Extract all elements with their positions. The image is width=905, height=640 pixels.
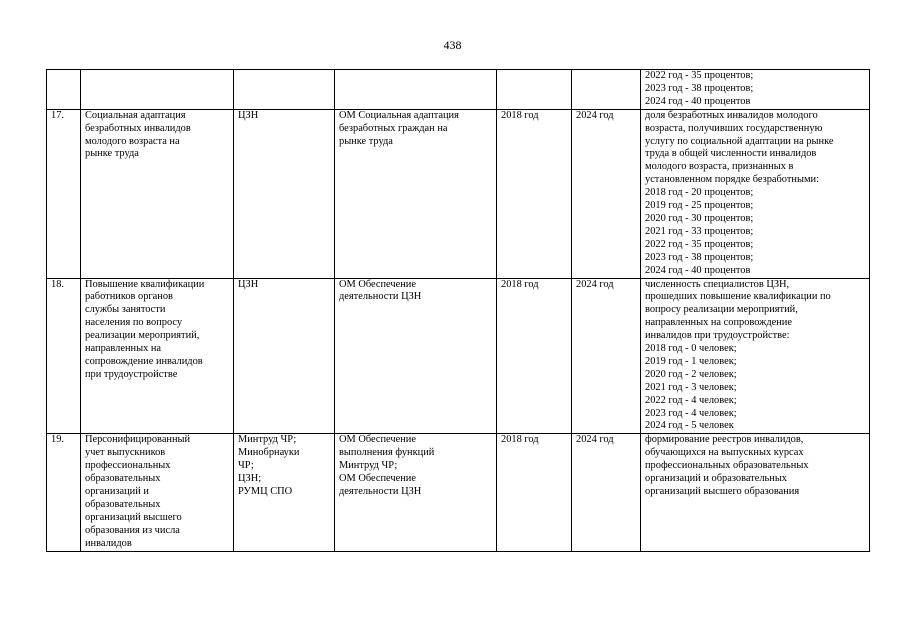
table-row (47, 70, 870, 110)
measure-name-cell-line: службы занятости (85, 304, 166, 316)
main-measure-cell (335, 278, 497, 434)
measure-name-cell-line: работников органов (85, 291, 173, 303)
program-table (46, 69, 870, 552)
end-year-cell: 2024 год (572, 278, 641, 434)
start-year-cell: 2018 год (497, 434, 572, 551)
executor-cell (234, 278, 335, 434)
main-measure-cell-line: ОМ Обеспечение (339, 434, 416, 446)
measure-name-cell-line: Социальная адаптация (85, 109, 186, 121)
indicator-cell-line: 2022 год - 4 человек; (645, 394, 737, 406)
measure-name-cell-line: направленных на (85, 343, 162, 355)
main-measure-cell-line: деятельности ЦЗН (339, 291, 422, 303)
main-measure-cell-line: безработных граждан на (339, 122, 448, 134)
indicator-cell-line: 2020 год - 2 человек; (645, 368, 737, 380)
row-number-cell: 18. (47, 278, 81, 434)
executor-cell-line: Минтруд ЧР; (238, 434, 297, 446)
indicator-cell-line: 2024 год - 40 процентов (645, 264, 751, 276)
executor-cell-line: ЦЗН (238, 278, 259, 290)
indicator-cell-line: 2024 год - 40 процентов (645, 95, 751, 107)
measure-name-cell-line: рынке труда (85, 148, 139, 160)
indicator-cell-line: 2023 год - 38 процентов; (645, 251, 754, 263)
measure-name-cell-line: молодого возраста на (85, 135, 180, 147)
indicator-cell-line: 2023 год - 4 человек; (645, 407, 737, 419)
indicator-cell-line: услугу по социальной адаптации на рынке (645, 135, 834, 147)
measure-name-cell-line: Повышение квалификации (85, 278, 205, 290)
indicator-cell-line: установленном порядке безработными: (645, 174, 819, 186)
start-year-cell: 2018 год (497, 109, 572, 278)
measure-name-cell-line: при трудоустройстве (85, 368, 178, 380)
indicator-cell-line: обучающихся на выпускных курсах (645, 447, 804, 459)
executor-cell-line: РУМЦ СПО (238, 486, 293, 497)
indicator-cell-line: организаций высшего образования (645, 486, 800, 497)
main-measure-cell (335, 109, 497, 278)
executor-cell-line: ЦЗН; (238, 473, 262, 485)
main-measure-cell-line: Минтруд ЧР; (339, 460, 398, 472)
indicator-cell-line: вопросу реализации мероприятий, (645, 304, 798, 316)
measure-name-cell-line: образования из числа (85, 524, 180, 536)
measure-name-cell-line: населения по вопросу (85, 317, 183, 329)
indicator-cell-line: 2018 год - 20 процентов; (645, 187, 754, 199)
row-number-cell (47, 70, 81, 110)
indicator-cell-line: инвалидов при трудоустройстве: (645, 330, 790, 342)
indicator-cell-line: 2018 год - 0 человек; (645, 343, 737, 355)
end-year-cell (572, 70, 641, 110)
indicator-cell-line: направленных на сопровождение (645, 317, 792, 329)
indicator-cell-line: 2019 год - 25 процентов; (645, 200, 754, 212)
table-row (47, 278, 870, 434)
executor-cell-line: ЦЗН (238, 109, 259, 121)
indicator-cell-line: доля безработных инвалидов молодого (645, 109, 818, 121)
measure-name-cell-line: профессиональных (85, 460, 171, 472)
indicator-cell-line: 2021 год - 33 процентов; (645, 225, 754, 237)
page-number: 438 (443, 38, 462, 52)
executor-cell (234, 109, 335, 278)
measure-name-cell-line: Персонифицированный (85, 434, 191, 446)
indicator-cell (641, 109, 870, 278)
indicator-cell (641, 434, 870, 551)
main-measure-cell-line: деятельности ЦЗН (339, 486, 422, 497)
measure-name-cell-line: реализации мероприятий, (85, 330, 200, 342)
end-year-cell: 2024 год (572, 434, 641, 551)
measure-name-cell (81, 278, 234, 434)
indicator-cell-line: 2022 год - 35 процентов; (645, 70, 754, 81)
indicator-cell-line: 2021 год - 3 человек; (645, 381, 737, 393)
main-measure-cell-line: рынке труда (339, 135, 393, 147)
main-measure-cell-line: выполнения функций (339, 447, 435, 459)
indicator-cell-line: численность специалистов ЦЗН, (645, 278, 790, 290)
table-row (47, 434, 870, 551)
indicator-cell (641, 70, 870, 110)
indicator-cell-line: 2020 год - 30 процентов; (645, 212, 754, 224)
measure-name-cell-line: организаций и (85, 486, 149, 497)
indicator-cell-line: профессиональных образовательных (645, 460, 809, 472)
indicator-cell-line: 2022 год - 35 процентов; (645, 238, 754, 250)
start-year-cell: 2018 год (497, 278, 572, 434)
start-year-cell (497, 70, 572, 110)
indicator-cell-line: 2024 год - 5 человек (645, 420, 734, 432)
main-measure-cell (335, 70, 497, 110)
row-number-cell: 19. (47, 434, 81, 551)
executor-cell-line: ЧР; (238, 460, 254, 472)
measure-name-cell-line: сопровождение инвалидов (85, 355, 203, 367)
indicator-cell-line: 2023 год - 38 процентов; (645, 82, 754, 94)
measure-name-cell-line: инвалидов (85, 537, 132, 549)
row-number-cell: 17. (47, 109, 81, 278)
indicator-cell-line: 2019 год - 1 человек; (645, 355, 737, 367)
measure-name-cell (81, 109, 234, 278)
indicator-cell-line: прошедших повышение квалификации по (645, 291, 831, 303)
measure-name-cell-line: организаций высшего (85, 511, 182, 523)
measure-name-cell-line: учет выпускников (85, 447, 166, 459)
main-measure-cell-line: ОМ Социальная адаптация (339, 109, 459, 121)
executor-cell (234, 434, 335, 551)
indicator-cell-line: молодого возраста, признанных в (645, 161, 794, 173)
table-row (47, 109, 870, 278)
executor-cell (234, 70, 335, 110)
main-measure-cell-line: ОМ Обеспечение (339, 473, 416, 485)
measure-name-cell-line: образовательных (85, 473, 161, 485)
main-measure-cell (335, 434, 497, 551)
indicator-cell-line: формирование реестров инвалидов, (645, 434, 804, 446)
indicator-cell-line: организаций и образовательных (645, 473, 787, 485)
indicator-cell (641, 278, 870, 434)
measure-name-cell-line: образовательных (85, 498, 161, 510)
executor-cell-line: Минобрнауки (238, 447, 300, 459)
measure-name-cell (81, 70, 234, 110)
measure-name-cell (81, 434, 234, 551)
measure-name-cell-line: безработных инвалидов (85, 122, 191, 134)
main-measure-cell-line: ОМ Обеспечение (339, 278, 416, 290)
indicator-cell-line: возраста, получивших государственную (645, 122, 823, 134)
end-year-cell: 2024 год (572, 109, 641, 278)
indicator-cell-line: труда в общей численности инвалидов (645, 148, 817, 160)
